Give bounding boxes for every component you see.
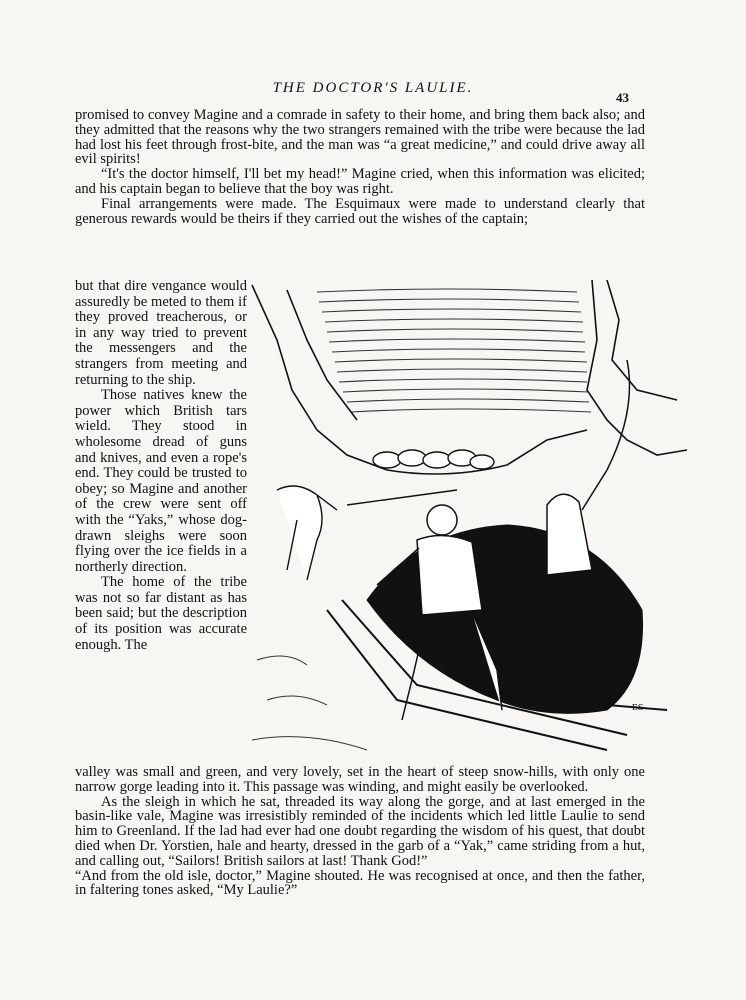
paragraph-3: Final arrangements were made. The Esquimaux were made to understand clearly that generous rewards would be theirs if they carried out the wishes of the captain;	[75, 195, 645, 227]
paragraph-7: valley was small and green, and very lovely, set in the heart of steep snow-hills, with only one narrow gorge leading into it. This passage was winding, and might easily be overlooked.	[75, 764, 645, 795]
paragraph-8: As the sleigh in which he sat, threaded its way along the gorge, and at last emerged in the basin-like vale, Magine was irresistibly reminded of the incidents which led little Laulie to send him to Greenland. If the lad had ever had one doubt regarding the wisdom of his quest, that doubt died when Dr. Yorstien, hale and hearty, dressed in the garb of a “Yak,” came striding from a hut, and calling out, “Sailors! British sailors at last! Thank God!”	[75, 793, 645, 869]
sky-hatching	[317, 289, 591, 412]
paragraph-5: Those natives knew the power which British tars wield. They stood in wholesome dread of guns and knives, and even a rope's end. They could be trusted to obey; so Magine and another of the crew were sent off with the “Yaks,” whose dog-drawn sleighs were soon flying over the ice fields in a northerly direction.	[75, 387, 247, 575]
top-text-block	[75, 108, 645, 226]
paragraph-4: but that dire vengance would assuredly be meted to them if they proved treacherous, or in any way tried to prevent the messengers and the strangers from meeting and returning to the ship.	[75, 278, 247, 388]
paragraph-9: “And from the old isle, doctor,” Magine shouted. He was recognised at once, and then the father, in faltering tones asked, “My Laulie?”	[75, 867, 645, 899]
paragraph-2: “It's the doctor himself, I'll bet my head!” Magine cried, when this information was elicited; and his captain began to believe that the boy was right.	[75, 166, 645, 197]
narrow-text-column	[75, 279, 247, 653]
bottom-text-block	[75, 765, 645, 898]
running-title: THE DOCTOR'S LAULIE.	[272, 80, 474, 96]
page-number: 43	[616, 90, 629, 105]
boat-hull	[367, 525, 643, 713]
snow-lines	[252, 656, 367, 750]
paragraph-6: The home of the tribe was not so far distant as has been said; but the description of its position was accurate enough. The	[75, 574, 247, 653]
sledge-illustration	[247, 280, 687, 760]
artist-monogram: ES	[632, 703, 644, 712]
paragraph-1: promised to convey Magine and a comrade in safety to their home, and bring them back also; and they admitted that the reasons why the two strangers remained with the tribe were because the lad had lost his feet through frost-bite, and the man was “a great medicine,” and could drive away all evil spirits!	[75, 107, 645, 168]
